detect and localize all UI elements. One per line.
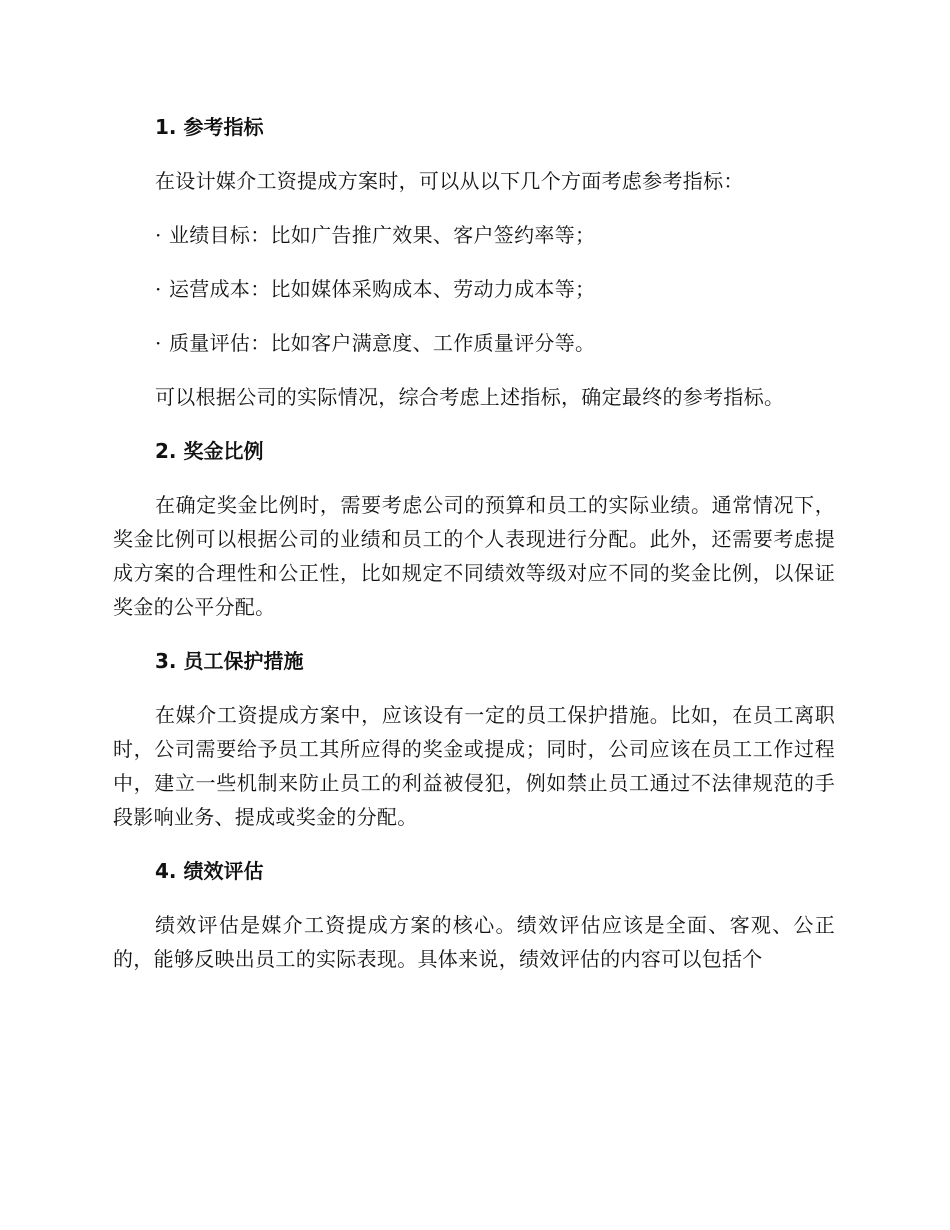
section-2-heading: 2. 奖金比例 [155,439,264,463]
bullet-text: 质量评估：比如客户满意度、工作质量评分等。 [169,331,596,355]
section-1-heading: 1. 参考指标 [155,115,264,139]
section-3-heading: 3. 员工保护措施 [155,649,304,673]
section-4-body: 绩效评估是媒介工资提成方案的核心。绩效评估应该是全面、客观、公正的，能够反映出员工的实际表现。具体来说，绩效评估的内容可以包括个 [113,913,835,971]
document-body [113,110,835,996]
bullet-dot: · [155,331,162,355]
section-2-body: 在确定奖金比例时，需要考虑公司的预算和员工的实际业绩。通常情况下，奖金比例可以根据公司的业绩和员工的个人表现进行分配。此外，还需要考虑提成方案的合理性和公正性，比如规定不同绩效等级对应不同的奖金比例，以保证奖金的公平分配。 [113,493,835,619]
section-1-bullet-1 [113,218,835,252]
section-1-bullet-2 [113,272,835,306]
section-1-bullet-3 [113,326,835,360]
section-1-intro: 在设计媒介工资提成方案时，可以从以下几个方面考虑参考指标： [155,169,744,193]
section-1-conclusion: 可以根据公司的实际情况，综合考虑上述指标，确定最终的参考指标。 [155,385,785,409]
bullet-dot: · [155,223,162,247]
section-4-heading: 4. 绩效评估 [155,859,264,883]
section-3-body: 在媒介工资提成方案中，应该设有一定的员工保护措施。比如，在员工离职时，公司需要给予员工其所应得的奖金或提成；同时，公司应该在员工工作过程中，建立一些机制来防止员工的利益被侵犯，例如禁止员工通过不法律规范的手段影响业务、提成或奖金的分配。 [113,703,835,829]
bullet-text: 业绩目标：比如广告推广效果、客户签约率等； [169,223,596,247]
bullet-text: 运营成本：比如媒体采购成本、劳动力成本等； [169,277,596,301]
bullet-dot: · [155,277,162,301]
